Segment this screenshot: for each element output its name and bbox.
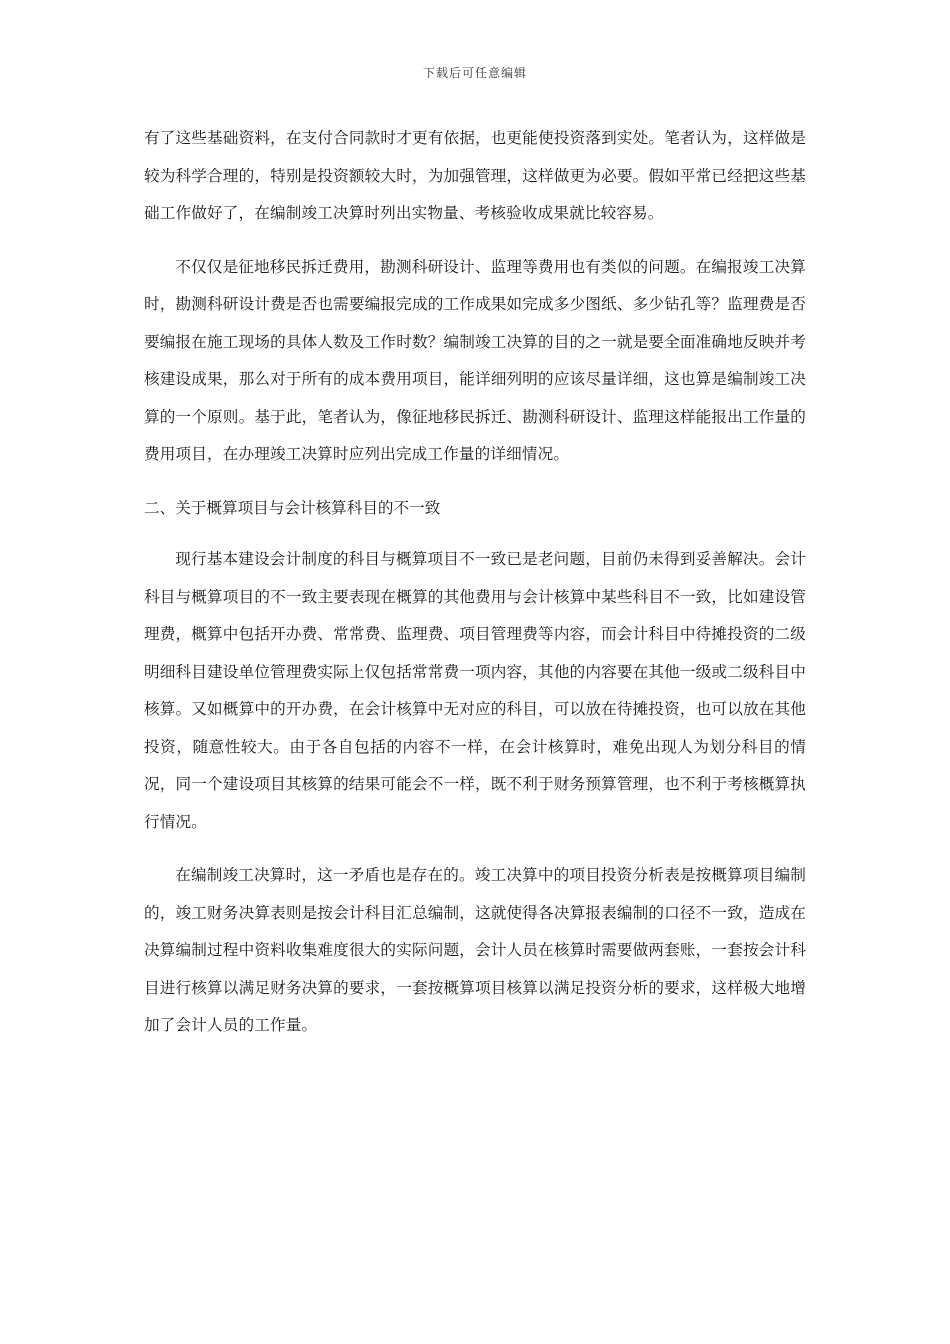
- paragraph-2: 不仅仅是征地移民拆迁费用，勘测科研设计、监理等费用也有类似的问题。在编报竣工决算时，勘测科研设计费是否也需要编报完成的工作成果如完成多少图纸、多少钻孔等？监理费是否要编报在施工现场的具体人数及工作时数？编制竣工决算的目的之一就是要全面准确地反映并考核建设成果，那么对于所有的成本费用项目，能详细列明的应该尽量详细，这也算是编制竣工决算的一个原则。基于此，笔者认为，像征地移民拆迁、勘测科研设计、监理这样能报出工作量的费用项目，在办理竣工决算时应列出完成工作量的详细情况。: [144, 257, 806, 463]
- document-body: [144, 120, 806, 1061]
- paragraph-3: 现行基本建设会计制度的科目与概算项目不一致已是老问题，目前仍未得到妥善解决。会计科目与概算项目的不一致主要表现在概算的其他费用与会计核算中某些科目不一致，比如建设管理费，概算中包括开办费、常常费、监理费、项目管理费等内容，而会计科目中待摊投资的二级明细科目建设单位管理费实际上仅包括常常费一项内容，其他的内容要在其他一级或二级科目中核算。又如概算中的开办费，在会计核算中无对应的科目，可以放在待摊投资，也可以放在其他投资，随意性较大。由于各自包括的内容不一样，在会计核算时，难免出现人为划分科目的情况，同一个建设项目其核算的结果可能会不一样，既不利于财务预算管理，也不利于考核概算执行情况。: [144, 550, 806, 831]
- paragraph-4: 在编制竣工决算时，这一矛盾也是存在的。竣工决算中的项目投资分析表是按概算项目编制的，竣工财务决算表则是按会计科目汇总编制，这就使得各决算报表编制的口径不一致，造成在决算编制过程中资料收集难度很大的实际问题，会计人员在核算时需要做两套账，一套按会计科目进行核算以满足财务决算的要求，一套按概算项目核算以满足投资分析的要求，这样极大地增加了会计人员的工作量。: [144, 866, 806, 1034]
- paragraph-1: 有了这些基础资料，在支付合同款时才更有依据，也更能使投资落到实处。笔者认为，这样做是较为科学合理的，特别是投资额较大时，为加强管理，这样做更为必要。假如平常已经把这些基础工作做好了，在编制竣工决算时列出实物量、考核验收成果就比较容易。: [144, 129, 806, 222]
- page-header: 下载后可任意编辑: [422, 66, 527, 80]
- section-heading: 二、关于概算项目与会计核算科目的不一致: [144, 498, 441, 517]
